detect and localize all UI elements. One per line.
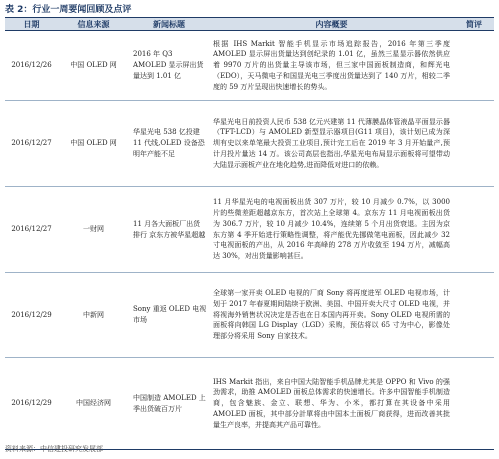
- header-date: 日期: [5, 18, 58, 31]
- table-row: [5, 31, 494, 101]
- row-title: 2016 年 Q3 AMOLED 显示屏出货量达到 1.01 亿: [129, 31, 209, 101]
- table-row: [5, 101, 494, 187]
- header-row: [5, 18, 494, 31]
- row-source: 一财网: [58, 187, 129, 273]
- row-title: 华星光电 538 亿投建 11 代线,OLED 设备恐明年产能不足: [129, 101, 209, 187]
- row-comment: [454, 187, 494, 273]
- row-source: 中新网: [58, 273, 129, 358]
- row-content: 全球第一家开卖 OLED 电视的厂商 Sony 将再度进军 OLED 电视市场，计划于 2017 年春夏期间陆续于欧洲、美国、中国开卖大尺寸 OLED 电视，并将视海外销售状况决定是否也在日本国内再开卖。Sony OLED 电视所需的面板将向韩国 LG Display（LGD）采购，预估将以 65 寸为中心，影像处理部分将采用 Sony 自家技术。: [209, 273, 454, 358]
- header-content: 内容概要: [209, 18, 454, 31]
- row-comment: [454, 31, 494, 101]
- row-title: Sony 重返 OLED 电视市场: [129, 273, 209, 358]
- source-note: 资料来源：中信建投研究发展部: [5, 445, 103, 453]
- row-content: 11 月华星光电的电视面板出货 307 万片，较 10 月减少 0.7%，以 3000 片的些微差距超越京东方，首次站上全球第 4。京东方 11 月电视面板出货为 306.7 万片，较 10 月减少 10.4%，连续第 5 个月出货衰退。主因为京东方第 4 季开始进行策略性调整，将产能优先挪做笔电面板，因此减少 32 寸电视面板的产出，从 2016 年高峰的 278 万片收敛至 194 万片，减幅高达 30%，对出货量影响甚巨。: [209, 187, 454, 273]
- table-row: [5, 187, 494, 273]
- row-source: 中国 OLED 网: [58, 101, 129, 187]
- row-comment: [454, 273, 494, 358]
- row-title: 11 月各大面板厂出货排行 京东方被华星超越: [129, 187, 209, 273]
- row-date: 2016/12/26: [5, 31, 58, 101]
- row-content: 根据 IHS Markit 智能手机显示市场追踪报告，2016 年第三季度 AMOLED 显示屏出货量达到创纪录的 1.01 亿，虽然三星显示器依然供应着 9970 万片的出货量主导该市场，但三家中国面板制造商，和辉光电（EDO），天马微电子和国显光电三季度出货量达到了 140 万片，相较二季度的 59 万片呈现出快速增长的势头。: [209, 31, 454, 101]
- header-title: 新闻标题: [129, 18, 209, 31]
- table-row: [5, 273, 494, 358]
- row-source: 中国 OLED 网: [58, 31, 129, 101]
- row-comment: [454, 101, 494, 187]
- table-caption: 表 2：行业一周要闻回顾及点评: [5, 5, 132, 15]
- row-source: 中国经济网: [58, 358, 129, 450]
- row-content: IHS Markit 指出，来自中国大陆智能手机品牌尤其是 OPPO 和 Vivo 的强劲需求，助推 AMOLED 面板总体需求的快速增长。许多中国智能手机制造商，包含魅族、金立、联想、华为、小米，都打算在其设备中采用 AMOLED 面板，其中部分計單将由中国本土面板厂商获得，进而改善其批量生产良率，并提高其产品可靠性。: [209, 358, 454, 450]
- row-date: 2016/12/27: [5, 187, 58, 273]
- row-date: 2016/12/29: [5, 358, 58, 450]
- row-date: 2016/12/29: [5, 273, 58, 358]
- row-comment: [454, 358, 494, 450]
- row-date: 2016/12/27: [5, 101, 58, 187]
- row-title: 中国制造 AMOLED 上季出货破百万片: [129, 358, 209, 450]
- header-source: 信息来源: [58, 18, 129, 31]
- news-table: [5, 17, 494, 450]
- table-row: [5, 358, 494, 450]
- row-content: 华星光电日前投资人民币 538 亿元兴建第 11 代薄膜晶体管液晶平面显示器（TFT-LCD）与 AMOLED 新型显示器项目(G11 项目)，该计划已成为深圳有史以来单笔最大投资工业项目,预计完工后在 2019 年 3 月开始量产,预计月投片量达 14 万。该公司高层也指出,华星光电布局显示面板将可望带动大陆显示面板产业在地化趋势,进而降低对进口的依赖。: [209, 101, 454, 187]
- header-comment: 简评: [454, 18, 494, 31]
